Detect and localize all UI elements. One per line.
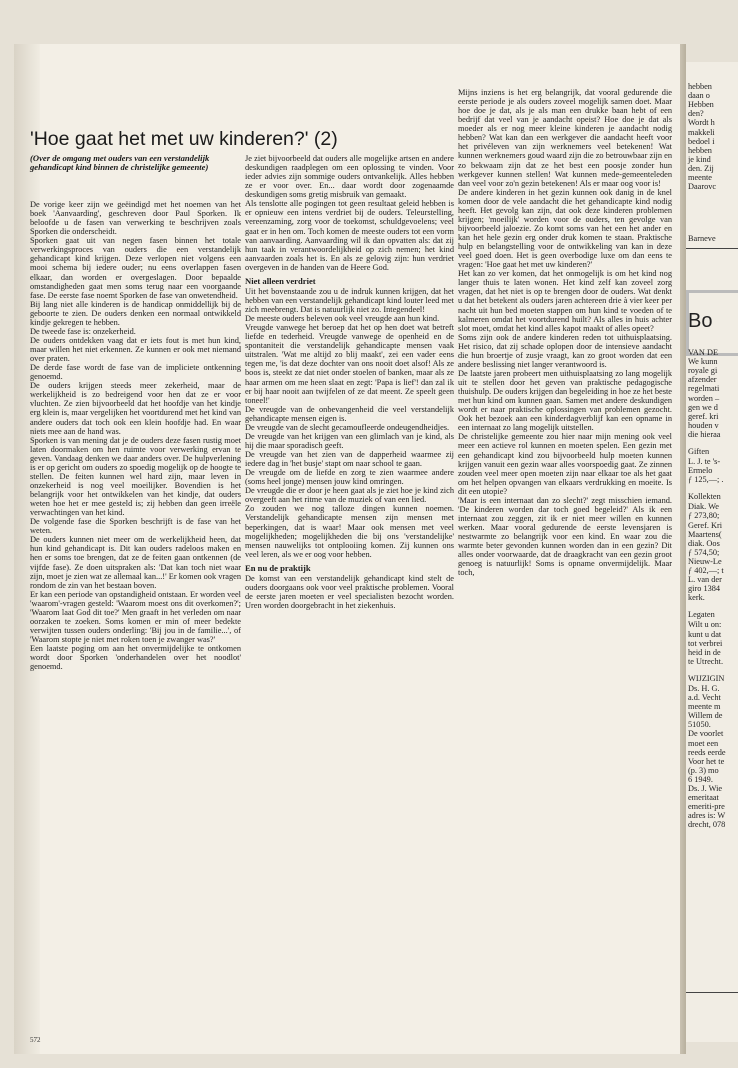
paragraph: Een laatste poging om aan het onvermijdelijke te ontkomen wordt door Sporken 'onderhandelen over het noodlot' genoemd. [30, 644, 241, 672]
paragraph: De ouders krijgen steeds meer zekerheid, maar de werkelijkheid is zo bedreigend voor hen dat ze er voor vluchten. Ze zien bijvoorbeeld dat het hoofdje van het kindje erg klein is, maar vergelijken het voortdurend met het kind van andere ouders dat toch ook een klein hoofdje had. En waar niets mee aan de hand was. [30, 381, 241, 436]
facing-page-text-line: hebben [688, 145, 712, 155]
facing-page-text-line: makkeli [688, 127, 715, 137]
facing-page-text-line: emeritaat [688, 793, 719, 803]
facing-page-text-line: a.d. Vecht [688, 693, 721, 702]
facing-page-text-line: L. van der [688, 575, 722, 585]
article-column-1 [30, 200, 241, 1024]
facing-page-text-line: bedoel i [688, 136, 715, 146]
facing-page-text-line: royale gi [688, 366, 718, 376]
paragraph: Bij lang niet alle kinderen is de handicap onmiddellijk bij de geboorte te zien. De ouders denken een normaal ontwikkeld kindje gekregen te hebben. [30, 299, 241, 327]
facing-page-text-line: die hieraa [688, 429, 721, 439]
facing-page-text-line: regelmati [688, 384, 720, 394]
paragraph: De vreugde van het zien van de dapperheid waarmee zij iedere dag in 'het busje' stapt om naar school te gaan. [245, 450, 454, 469]
paragraph: De volgende fase die Sporken beschrijft is de fase van het weten. [30, 517, 241, 536]
paragraph: De derde fase wordt de fase van de impliciete ontkenning genoemd. [30, 363, 241, 382]
paragraph: Het kan zo ver komen, dat het onmogelijk is om het kind nog langer thuis te laten wonen. Het kind zelf kan zoveel zorg vragen, dat het niet is op te brengen door de ouders. Wat denkt u dat het betekent als ouders jaren achtereen drie à vier keer per nacht uit hun bed moeten stappen om hun kind te voeden of te kalmeren omdat het voortdurend huilt? Als alles in huis achter slot moet, omdat het kind alles kapot maakt of alles opeet? [458, 269, 672, 333]
paragraph: De vreugde van de onbevangenheid die veel verstandelijk gehandicapte mensen eigen is. [245, 404, 454, 423]
paragraph: De laatste jaren probeert men uithuisplaatsing zo lang mogelijk uit te stellen door het geven van praktische pedagogische thuishulp. De ouders krijgen dan begeleiding in hoe ze het beste met hun kind om kunnen gaan. Samen met andere deskundigen wordt er naar praktische oplossingen van problemen gezocht. Ook het bezoek aan een kinderdagverblijf kan een opname in een internaat zo lang mogelijk uitstellen. [458, 368, 672, 433]
facing-page-text-line: ƒ 273,80; [688, 511, 720, 521]
article-title: 'Hoe gaat het met uw kinderen?' (2) [30, 128, 338, 150]
facing-page-footer-line: Barneve [688, 234, 716, 243]
facing-page-text-line: (p. 3) mo [688, 765, 719, 775]
paragraph: De vreugde die er door je heen gaat als je ziet hoe je kind zich overgeeft aan het ritme van de muziek of van een lied. [245, 486, 454, 505]
facing-page-subheading: Kollekten [688, 492, 721, 502]
facing-page-text-line: 51050. [688, 720, 711, 730]
section-heading-en-nu-de-praktijk: En nu de praktijk [245, 562, 311, 573]
paragraph: 'Maar is een internaat dan zo slecht?' zegt misschien iemand. 'De kinderen worden dar toch goed begeleid?' Als ik een internaat zou zeggen, zit ik er niet meer willen en kunnen werken. Maar vooral gedurende de eerste levensjaren is nestwarmte zo belangrijk voor een kind. En waar zou die warmte beter gevonden kunnen worden dan in een gezin? Dit alles onder voorwaarde, dat de draagkracht van een gezin groot genoeg is natuurlijk! Soms is opname onvermijdelijk. Maar toch, [458, 495, 672, 578]
facing-page-text-line: houden v [688, 420, 719, 430]
paragraph: De vreugde van de slecht gecamoufleerde ondeugendheidjes. [245, 422, 450, 432]
facing-page-text-line: De voorlet [688, 729, 724, 739]
column-2-section-2 [245, 287, 454, 559]
facing-page-text-line: kerk. [688, 593, 705, 603]
facing-page-text-line: meente m [688, 702, 721, 712]
facing-page-text-line: VAN DE [688, 348, 719, 357]
facing-page-text-line: ƒ 402,—; t [688, 566, 724, 575]
paragraph: Soms zijn ook de andere kinderen reden tot uithuisplaatsing. Het risico, dat zij schade oplopen door de intensieve aandacht die hun broertje of zusje vraagt, kan zo groot worden dat een andere beslissing niet langer verantwoord is. [458, 332, 672, 369]
article-column-3 [458, 88, 672, 1038]
facing-page-text-line: hebben [688, 82, 712, 91]
facing-page-text-line: Hebben [688, 100, 714, 110]
rule-line-bottom [686, 992, 738, 993]
paragraph: De vreugde van het krijgen van een glimlach van je kind, als hij die maar sporadisch geeft. [245, 431, 454, 450]
facing-page-text-line: giro 1384 [688, 584, 721, 594]
page-number: 572 [30, 1036, 41, 1044]
facing-page-text-line: Willem de [688, 711, 723, 721]
facing-page-text-line: Diak. We [688, 502, 719, 512]
facing-page-text-line: gen we d [688, 402, 718, 412]
paragraph: Vreugde vanwege het beroep dat het op hen doet wat betreft liefde en tederheid. Vreugde vanwege de openheid en de spontaniteit die verstandelijk gehandicapte mensen vaak uitstralen. 'Wat me altijd zo blij maakt', zei een vader eens tegen me, 'is dat deze dochter van ons nooit doet alsof! Als ze boos is, steekt ze dat niet onder stoelen of banken, maar als ze haar armen om me heen slaat en zegt: 'Papa is lief'! dan zal ik er bij haar nooit aan twijfelen of ze dat meent. Ze speelt geen toneel!' [245, 323, 454, 405]
paragraph: De komst van een verstandelijk gehandicapt kind stelt de ouders doorgaans ook voor veel praktische problemen. Vooral de eerste jaren moeten er veel specialisten bezocht worden. Uren worden doorgebracht in het ziekenhuis. [245, 573, 454, 610]
facing-page-text-line: je kind [688, 154, 711, 164]
facing-page-text-line: reeds eerde [688, 747, 726, 757]
facing-page-text-line: den? [688, 109, 704, 119]
facing-page-text-line: ƒ 125,—; . [688, 475, 724, 485]
facing-page-text-line: emeriti-pre [688, 802, 725, 812]
facing-page-text-line: geref. kri [688, 411, 719, 421]
paragraph: De ouders kunnen niet meer om de werkelijkheid heen, dat hun kind gehandicapt is. Dit kan ouders radeloos maken en hen er soms toe brengen, dat ze de feiten gaan ontkennen (de vijfde fase). Ze doen uitspraken als: 'Dat kan toch niet waar zijn, moet je zien wat ze allemaal kan...!' Er komen ook vragen rondom de zin van het bestaan boven. [30, 535, 241, 590]
facing-page-subheading: WIJZIGIN [688, 673, 725, 683]
rule-line [686, 248, 738, 249]
column-2-section-1 [245, 154, 454, 272]
paragraph: De christelijke gemeente zou hier naar mijn mening ook veel meer een actieve rol kunnen en moeten spelen. Een gezin met een gehandicapt kind zou bijvoorbeeld hulp moeten kunnen krijgen vanuit een gezin waar alles voorspoedig gaat. Ze zinnen zouden veel meer open moeten zijn naar elkaar toe als het gaat om het helpen opvangen van elkaars verdrukking en moeite. Is dit een utopie? [458, 432, 672, 496]
facing-page-text-line: worden – [688, 393, 720, 403]
facing-page-text-line: Daarovc [688, 182, 717, 192]
facing-page-subheading: Legaten [688, 610, 715, 620]
section-heading-niet-alleen-verdriet: Niet alleen verdriet [245, 275, 316, 286]
column-2-section-3 [245, 574, 454, 610]
paragraph: Uit het bovenstaande zou u de indruk kunnen krijgen, dat het hebben van een verstandelijk gehandicapt kind louter leed met zich meebrengt. Dat is natuurlijk niet zo. Integendeel! [245, 286, 454, 314]
article-subtitle: (Over de omgang met ouders van een verstandelijk gehandicapt kind binnen de christelijke gemeente) [30, 153, 210, 173]
facing-page-text-line: daan o [688, 91, 710, 101]
facing-page-text-line: Voor het te [688, 756, 725, 766]
facing-page-text-line: meente [688, 173, 712, 182]
facing-page-text-line: adres is: W [688, 811, 726, 821]
facing-page-text-line: Ds. H. G. [688, 683, 720, 693]
facing-page-text-line: L. J. te 's- [688, 457, 721, 466]
paragraph: Als tenslotte alle pogingen tot geen resultaat geleid hebben is er opnieuw een intens verdriet bij de ouders. Teleurstelling, vereenzaming, zorg voor de toekomst, schuldgevoelens; veel gaat er in hen om. Toch komen de meeste ouders tot een vorm van aanvaarding. Aanvaarding wil ik dan opvatten als: dat zij hun taak in verantwoordelijkheid op zich nemen; het kind aanvaarden zoals het is. En als ze gelovig zijn: hun verdriet overgeven in de handen van de Heere God. [245, 199, 454, 272]
facing-page-text-line: diak. Oos [688, 538, 720, 548]
facing-page-text-line: Wordt h [688, 118, 715, 128]
paragraph: Zo zouden we nog talloze dingen kunnen noemen. Verstandelijk gehandicapte mensen zijn mensen met beperkingen, dat is waar! Maar ook mensen met veel mogelijkheden; mogelijkheden die bij ons 'verstandelijke' mensen nauwelijks tot ontplooiing komen. Zij kunnen ons veel leren, als we er oog voor hebben. [245, 504, 454, 559]
paragraph: De ouders ontdekken vaag dat er iets fout is met hun kind, maar willen het niet erkennen. Ze kunnen er ook met niemand over praten. [30, 335, 241, 364]
facing-page-subheading: Giften [688, 447, 710, 456]
article-column-2 [245, 154, 454, 1024]
facing-page-text-line: tot verbrei [688, 638, 723, 648]
facing-page-text-line: Wilt u on: [688, 620, 722, 630]
paragraph: Je ziet bijvoorbeeld dat ouders alle mogelijke artsen en andere deskundigen raadplegen om een oplossing te vinden. Voor ieder advies zijn sommige ouders ontvankelijk. Alles hebben ze er voor over. En... daar wordt door zogenaamde deskundigen soms gretig misbruik van gemaakt. [245, 154, 454, 200]
facing-page-fragment [686, 62, 738, 1042]
facing-page-text-line: We kunn [688, 357, 718, 367]
facing-page-text-line: heid in de [688, 647, 721, 657]
paragraph: De andere kinderen in het gezin kunnen ook danig in de knel komen door de vele aandacht die het gehandicapte kind nodig heeft. Het gevolg kan zijn, dat ook deze kinderen problemen krijgen; 'moeilijk' worden voor de ouders, ten gevolge van bijvoorbeeld jaloezie. Zo komt soms van het een het ander en kan het hele gezin erg onder druk komen te staan. Praktische hulp en belangstelling voor de ontwikkeling van kan in deze veel goed doen. Het is geen overbodige luxe om dan eens te vragen: 'Hoe gaat het met uw kinderen?' [458, 187, 672, 270]
paragraph: Er kan een periode van opstandigheid ontstaan. Er worden veel 'waarom'-vragen gesteld: 'Waarom moest ons dit overkomen?'; 'Waarom laat God dit toe?' Men graaft in het verleden om naar oorzaken te zoeken. Soms komen er min of meer bedekte verwijten tussen ouders onderling: 'Bij jou in de familie...', of 'Waarom stopte je niet met roken toen je zwanger was?' [30, 589, 241, 644]
facing-page-heading: Bo [688, 310, 713, 332]
facing-page-text-line: Ds. J. Wie [688, 784, 723, 793]
facing-page-text-line: Geref. Kri [688, 520, 723, 530]
facing-page-text-line: drecht, 078 [688, 820, 726, 830]
facing-page-text-line: den. Zij [688, 163, 714, 173]
paragraph: Mijns inziens is het erg belangrijk, dat vooral gedurende die eerste periode je als ouders zoveel mogelijk samen doet. Maar hoe doe je dat, als je als man een drukke baan hebt of een bedrijf dat veel van je aandacht opeist? Hoe doe je dat als moeder als er nog meer kleine kinderen je aandacht nodig hebben? Wat kan dan een werkgever die aandacht heeft voor het privéleven van zijn werknemers veel betekenen! Wat kunnen werknemers goud waard zijn die zo betrouwbaar zijn en zo bekwaam zijn dat ze het best een poosje zonder hun werkgever kunnen stellen! Wat kunnen mede-gemeenteleden dan veel voor zo'n gezin betekenen! Als er maar oog voor is! [458, 88, 672, 188]
paragraph: De vreugde om de liefde en zorg te zien waarmee andere (soms heel jonge) mensen jouw kind omringen. [245, 468, 454, 487]
facing-page-text-line: te Utrecht. [688, 656, 724, 666]
paragraph: Sporken gaat uit van negen fasen binnen het totale verwerkingsproces van ouders die een verstandelijk gehandicapt kind krijgen. Deze verlopen niet volgens een mooi schema bij iedere ouder; nu eens overlappen fasen elkaar, dan worden er overgeslagen. Door bepaalde omstandigheden gaat men soms terug naar een voorgaande fase. De eerste fase noemt Sporken de fase van onwetendheid. [30, 236, 241, 300]
facing-page-text-line: moet een [688, 738, 719, 748]
paragraph: Sporken is van mening dat je de ouders deze fasen rustig moet laten doormaken om hen ruimte voor verwerking ervan te geven. Vandaag denken we daar anders over. De hulpverlening is er op gericht om ouders zo spoedig mogelijk op de hoogte te stellen. De feiten kunnen wel hard zijn, maar leven in onzekerheid is nog veel moeilijker. Bovendien is het belangrijk voor het ontwikkelen van het kindje, dat ouders weten hoe het er mee gesteld is; zij hebben dan geen irreële verwachtingen van het kind. [30, 435, 241, 518]
facing-page-text-line: ƒ 574,50; [688, 547, 720, 557]
facing-page-text-line: kunt u dat [688, 629, 722, 639]
facing-page-text-line: Maartens( [688, 529, 722, 539]
facing-page-text-line: 6 1949. [688, 774, 713, 784]
facing-page-text-line: afzender [688, 375, 717, 385]
paragraph: De meeste ouders beleven ook veel vreugde aan hun kind. [245, 314, 440, 324]
paragraph: De vorige keer zijn we geëindigd met het noemen van het boek 'Aanvaarding', geschreven door Paul Sporken. Ik beloofde u de fasen van verwerking te beschrijven zoals Sporken die onderscheidt. [30, 200, 241, 237]
paragraph: De tweede fase is: onzekerheid. [30, 326, 136, 336]
facing-page-text-line: Nieuw-Le [688, 556, 722, 566]
facing-page-text-line: Ermelo [688, 466, 713, 476]
